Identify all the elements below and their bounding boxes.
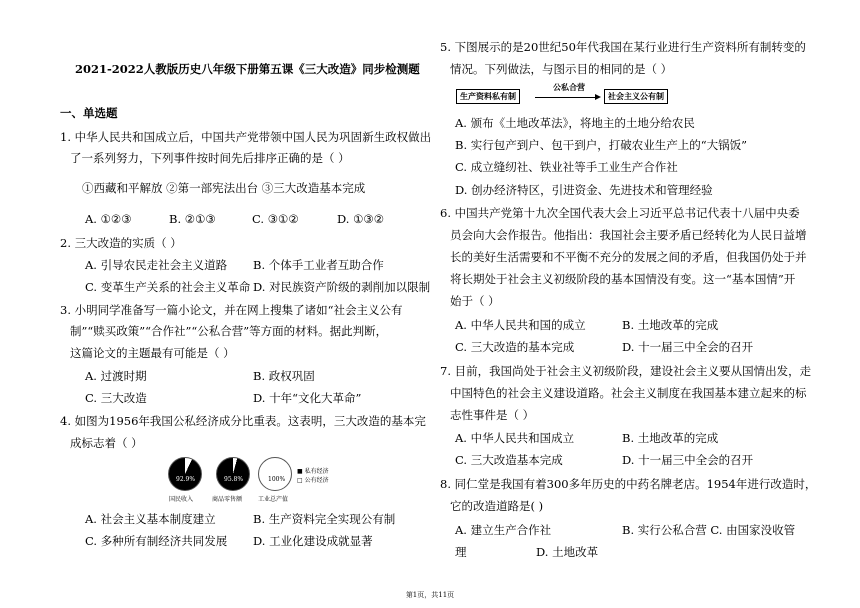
- pie2-caption: 商品零售额: [212, 496, 243, 503]
- q7-option-c[interactable]: C. 三大改造基本完成: [455, 453, 563, 467]
- q5-option-c[interactable]: C. 成立缝纫社、铁业社等手工业生产合作社: [455, 160, 678, 174]
- q3-line2: 制”“赎买政策”“合作社”“公私合营”等方面的材料。据此判断，: [70, 324, 388, 338]
- q6-option-d[interactable]: D. 十一届三中全会的召开: [622, 340, 754, 354]
- q8-line3: 理: [455, 545, 467, 559]
- legend-private: ■ 私有经济: [297, 468, 329, 475]
- q6-option-c[interactable]: C. 三大改造的基本完成: [455, 340, 575, 354]
- q5-line2: 情况。下列做法，与图示目的相同的是（ ）: [450, 62, 673, 76]
- pie-national-income: [168, 457, 202, 491]
- q1-events: ①西藏和平解放 ②第一部宪法出台 ③三大改造基本完成: [82, 181, 366, 195]
- q3-option-a[interactable]: A. 过渡时期: [85, 369, 147, 383]
- pie2-value: 95.8%: [224, 476, 244, 483]
- q1-line1: 1. 中华人民共和国成立后，中国共产党带领中国人民为巩固新生政权做出: [60, 130, 432, 144]
- q4-line1: 4. 如图为1956年我国公私经济成分比重表。这表明，三大改造的基本完: [60, 414, 426, 428]
- legend-public: □ 公有经济: [297, 477, 329, 484]
- q3-option-b[interactable]: B. 政权巩固: [253, 369, 315, 383]
- q7-line1: 7. 目前，我国尚处于社会主义初级阶段，建设社会主义要从国情出发，走: [440, 364, 812, 378]
- pie-industrial-output: [258, 457, 292, 491]
- q3-line3: 这篇论文的主题最有可能是（ ）: [70, 346, 235, 360]
- q7-line2: 中国特色的社会主义建设道路。社会主义制度在我国基本建立起来的标: [450, 386, 807, 400]
- q8-line1: 8. 同仁堂是我国有着300多年历史的中药名牌老店。1954年进行改造时，: [440, 477, 817, 491]
- flow-arrow-label: 公私合营: [553, 82, 585, 92]
- q7-line3: 志性事件是（ ）: [450, 408, 535, 422]
- q2-option-a[interactable]: A. 引导农民走社会主义道路: [85, 258, 228, 272]
- q6-line5: 始于（ ）: [450, 294, 500, 308]
- q4-line2: 成标志着（ ）: [70, 436, 143, 450]
- q5-line1: 5. 下图展示的是20世纪50年代我国在某行业进行生产资料所有制转变的: [440, 40, 806, 54]
- q6-option-a[interactable]: A. 中华人民共和国的成立: [455, 318, 586, 332]
- page-title: 2021-2022人教版历史八年级下册第五课《三大改造》同步检测题: [75, 62, 420, 76]
- q3-option-d[interactable]: D. 十年“文化大革命”: [253, 391, 362, 405]
- q6-line4: 将长期处于社会主义初级阶段的基本国情没有变。这一“基本国情”开: [450, 272, 796, 286]
- pie3-caption: 工业总产值: [258, 496, 289, 503]
- q6-line3: 长的美好生活需要和不平衡不充分的发展之间的矛盾，但我国仍处于并: [450, 250, 807, 264]
- q4-option-a[interactable]: A. 社会主义基本制度建立: [85, 512, 216, 526]
- q7-option-d[interactable]: D. 十一届三中全会的召开: [622, 453, 754, 467]
- q2-option-b[interactable]: B. 个体手工业者互助合作: [253, 258, 384, 272]
- q2-option-d[interactable]: D. 对民族资产阶级的剥削加以限制: [253, 280, 431, 294]
- q1-option-d[interactable]: D. ①③②: [337, 212, 385, 226]
- flow-arrow-line: [535, 97, 597, 98]
- q5-option-b[interactable]: B. 实行包产到户、包干到户，打破农业生产上的“大锅饭”: [455, 138, 748, 152]
- q1-line2: 了一系列努力，下列事件按时间先后排序正确的是（ ）: [70, 151, 350, 165]
- q5-option-a[interactable]: A. 颁布《土地改革法》，将地主的土地分给农民: [455, 116, 695, 130]
- q1-option-b[interactable]: B. ②①③: [169, 212, 216, 226]
- flow-arrow-head-icon: [595, 94, 601, 100]
- pie-retail-sales: [216, 457, 250, 491]
- q8-option-d[interactable]: D. 土地改革: [536, 545, 599, 559]
- pie3-value: 100%: [268, 476, 286, 483]
- q1-option-c[interactable]: C. ③①②: [252, 212, 299, 226]
- flow-box-public: 社会主义公有制: [604, 89, 668, 104]
- q7-option-b[interactable]: B. 土地改革的完成: [622, 431, 719, 445]
- q7-option-a[interactable]: A. 中华人民共和国成立: [455, 431, 575, 445]
- section-heading: 一、单选题: [60, 106, 118, 120]
- q4-option-b[interactable]: B. 生产资料完全实现公有制: [253, 512, 396, 526]
- q8-option-a[interactable]: A. 建立生产合作社: [455, 523, 552, 537]
- q2-line1: 2. 三大改造的实质（ ）: [60, 236, 182, 250]
- q6-option-b[interactable]: B. 土地改革的完成: [622, 318, 719, 332]
- q8-option-bc[interactable]: B. 实行公私合营 C. 由国家没收管: [622, 523, 796, 537]
- q4-option-d[interactable]: D. 工业化建设成就显著: [253, 534, 373, 548]
- pie1-value: 92.9%: [176, 476, 196, 483]
- pie1-caption: 国民收入: [169, 496, 194, 503]
- q6-line2: 员会向大会作报告。他指出：我国社会主要矛盾已经转化为人民日益增: [450, 228, 807, 242]
- q4-option-c[interactable]: C. 多种所有制经济共同发展: [85, 534, 228, 548]
- q8-line2: 它的改造道路是( ): [450, 499, 544, 513]
- q3-option-c[interactable]: C. 三大改造: [85, 391, 147, 405]
- q1-option-a[interactable]: A. ①②③: [85, 212, 132, 226]
- q2-option-c[interactable]: C. 变革生产关系的社会主义革命: [85, 280, 251, 294]
- q5-option-d[interactable]: D. 创办经济特区，引进资金、先进技术和管理经验: [455, 183, 713, 197]
- q6-line1: 6. 中国共产党第十九次全国代表大会上习近平总书记代表十八届中央委: [440, 206, 800, 220]
- page-footer: 第1页，共11页: [405, 591, 455, 599]
- q3-line1: 3. 小明同学准备写一篇小论文，并在网上搜集了诸如“社会主义公有: [60, 303, 403, 317]
- flow-box-private: 生产资料私有制: [456, 89, 520, 104]
